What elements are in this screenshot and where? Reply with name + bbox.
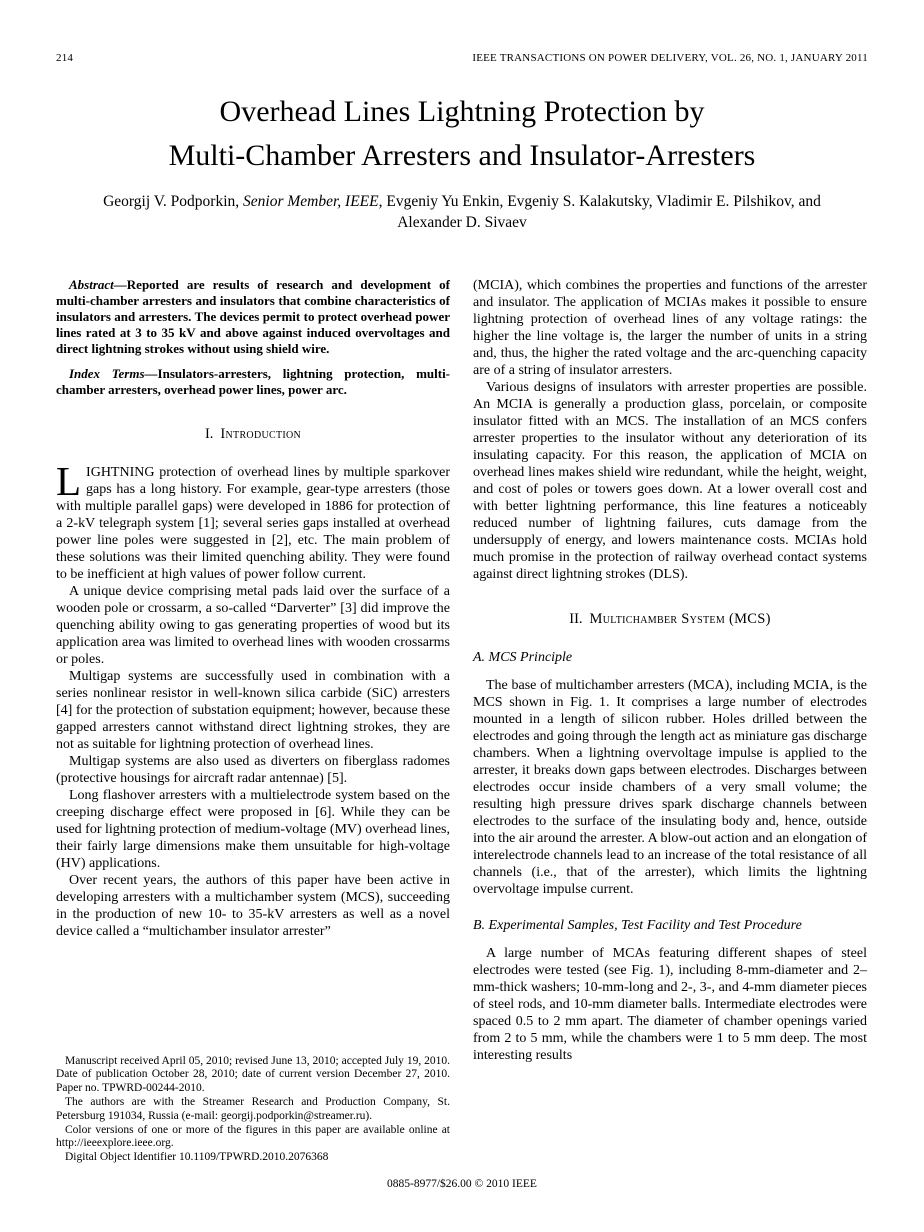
author-list [56,191,868,233]
intro-paragraph-text: IGHTNING protection of overhead lines by multiple sparkover gaps has a long history. For example, gear-type arresters (those with multiple parallel gaps) were developed in 1886 for protection of a 2-kV telegraph system [1]; several series gaps installed at overhead power line poles were suggested in [2], etc. The main problem of these solutions was their limited quenching ability. They were found to be inefficient at high values of power follow current. [56,465,450,582]
left-column [56,277,450,1165]
section-title: Multichamber System (MCS) [589,611,771,627]
author-name-last: Alexander D. Sivaev [397,214,527,231]
body-paragraph: Over recent years, the authors of this paper have been active in developing arresters with a multichamber system (MCS), succeeding in the production of new 10- to 35-kV arresters as well as a novel device called a “multichamber insulator arrester” [56,873,450,939]
body-paragraph: Various designs of insulators with arrester properties are possible. An MCIA is generally a production glass, porcelain, or composite insulator fitted with an MCS. The installation of an MCS confers arrester properties to the insulator without any deterioration of its insulating capacity. For this reason, the application of MCIA on overhead lines makes shield wire redundant, while the height, weight, and cost of poles or towers goes down. At a lower overall cost and with better lightning performance, this line features a noticeably reduced number of lightning failures, cuts damage from the undersupply of energy, and lowers maintenance costs. MCIAs hold much promise in the protection of railway overhead contact systems against direct lightning strokes (DLS). [473,380,867,582]
intro-paragraph [56,458,450,583]
author-names-rest: , Evgeniy Yu Enkin, Evgeniy S. Kalakutsky, Vladimir E. Pilshikov, and [378,193,821,210]
section-numeral: II. [569,611,583,627]
subsection-heading-a: A. MCS Principle [473,650,573,665]
body-paragraph-continuation: (MCIA), which combines the properties and functions of the arrester and insulator. The application of MCIAs makes it possible to ensure lightning protection of overhead lines of any voltage ratings: the higher the line voltage is, the larger the number of units in a string and, thus, the higher the rated voltage and the arc-quenching capacity are of a string of insulator arresters. [473,278,867,378]
paper-title [56,90,868,178]
index-terms-label: Index Terms— [69,366,158,381]
page-footer [0,1178,924,1190]
footnote-color-versions: Color versions of one or more of the figures in this paper are available online at http://ieeexplore.ieee.org. [56,1123,450,1150]
abstract-text: Reported are results of research and development of multi-chamber arresters and insulators that combine characteristics of insulators and arresters. The devices permit to protect overhead power lines rated at 3 to 35 kV and above against induced overvoltages and direct lightning strokes without using shield wire. [56,277,450,356]
body-paragraph: Multigap systems are also used as diverters on fiberglass radomes (protective housings for aircraft radar antennae) [5]. [56,754,450,786]
section-numeral: I. [204,426,214,442]
body-paragraph: A unique device comprising metal pads laid over the surface of a wooden pole or crossarm, a so-called “Darverter” [3] did improve the quenching ability owing to gas generating properties of wood but its application area was limited to overhead lines with wooden crossarms or poles. [56,584,450,667]
footnote-manuscript: Manuscript received April 05, 2010; revised June 13, 2010; accepted July 19, 2010. Date of publication October 28, 2010; date of current version December 27, 2010. Paper no. TPWRD-00244-2010. [56,1054,450,1095]
body-paragraph: The base of multichamber arresters (MCA), including MCIA, is the MCS shown in Fig. 1. It comprises a large number of electrodes mounted in a length of silicon rubber. Holes drilled between the electrodes and going through the length act as miniature gas discharge chambers. When a lightning overvoltage impulse is applied to the arrester, it breaks down gaps between electrodes. Discharges between electrodes occur inside chambers of a very small volume; the resulting high pressure drives spark discharge channels between electrodes to the surface of the insulating body and, hence, outside into the air around the arrester. A blow-out action and an elongation of interelectrode channels lead to an increase of the total resistance of all channels (i.e., that of the arrester), which limits the lightning overvoltage impulse current. [473,678,867,897]
body-paragraph: Multigap systems are successfully used in combination with a series nonlinear resistor in well-known silica carbide (SiC) arresters [4] for the protection of substation equipment; however, because these gapped arresters cannot withstand direct lightning strokes, they are not as suitable for lightning protection of overhead lines. [56,669,450,752]
footnote-doi: Digital Object Identifier 10.1109/TPWRD.2010.2076368 [65,1151,329,1164]
journal-title: IEEE TRANSACTIONS ON POWER DELIVERY, VOL. 26, NO. 1, JANUARY 2011 [472,52,868,64]
abstract-label: Abstract— [69,277,127,292]
paper-title-line-1: Overhead Lines Lightning Protection by [219,95,705,128]
abstract-paragraph [56,277,450,357]
right-column [473,277,867,1165]
issn-copyright: 0885-8977/$26.00 © 2010 IEEE [387,1178,537,1190]
author-membership: Senior Member, IEEE [243,193,379,210]
two-column-body [56,277,868,1165]
index-terms-paragraph [56,366,450,398]
section-heading-introduction [56,426,450,443]
drop-cap: L [56,458,82,504]
subsection-heading-b: B. Experimental Samples, Test Facility and Test Procedure [473,918,802,933]
index-terms-text: Insulators-arresters, lightning protection, multi-chamber arresters, overhead power lines, power arc. [56,366,451,397]
footnote-affiliation: The authors are with the Streamer Research and Production Company, St. Petersburg 191034, Russia (e-mail: georgij.podporkin@streamer.ru). [56,1096,450,1122]
author-name-lead: Georgij V. Podporkin, [103,193,244,210]
section-title: Introduction [220,426,302,442]
section-heading-mcs [473,611,867,628]
footnote-block [56,1055,450,1165]
running-header [56,52,868,64]
paper-title-line-2: Multi-Chamber Arresters and Insulator-Arresters [168,139,756,172]
body-paragraph: Long flashover arresters with a multielectrode system based on the creeping discharge effect were proposed in [6]. While they can be used for lightning protection of medium-voltage (MV) overhead lines, their fairly large dimensions make them unsuitable for high-voltage (HV) applications. [56,788,450,871]
page-number: 214 [56,52,74,64]
body-paragraph: A large number of MCAs featuring different shapes of steel electrodes were tested (see Fig. 1), including 8-mm-diameter and 2–mm-thick washers; 10-mm-long and 2-, 3-, and 4-mm diameter pieces of steel rods, and 10-mm diameter balls. Intermediate electrodes were spaced 0.5 to 2 mm apart. The diameter of chamber openings varied from 2 to 5 mm, while the chambers were 1 to 5 mm deep. The most interesting results [473,946,867,1063]
